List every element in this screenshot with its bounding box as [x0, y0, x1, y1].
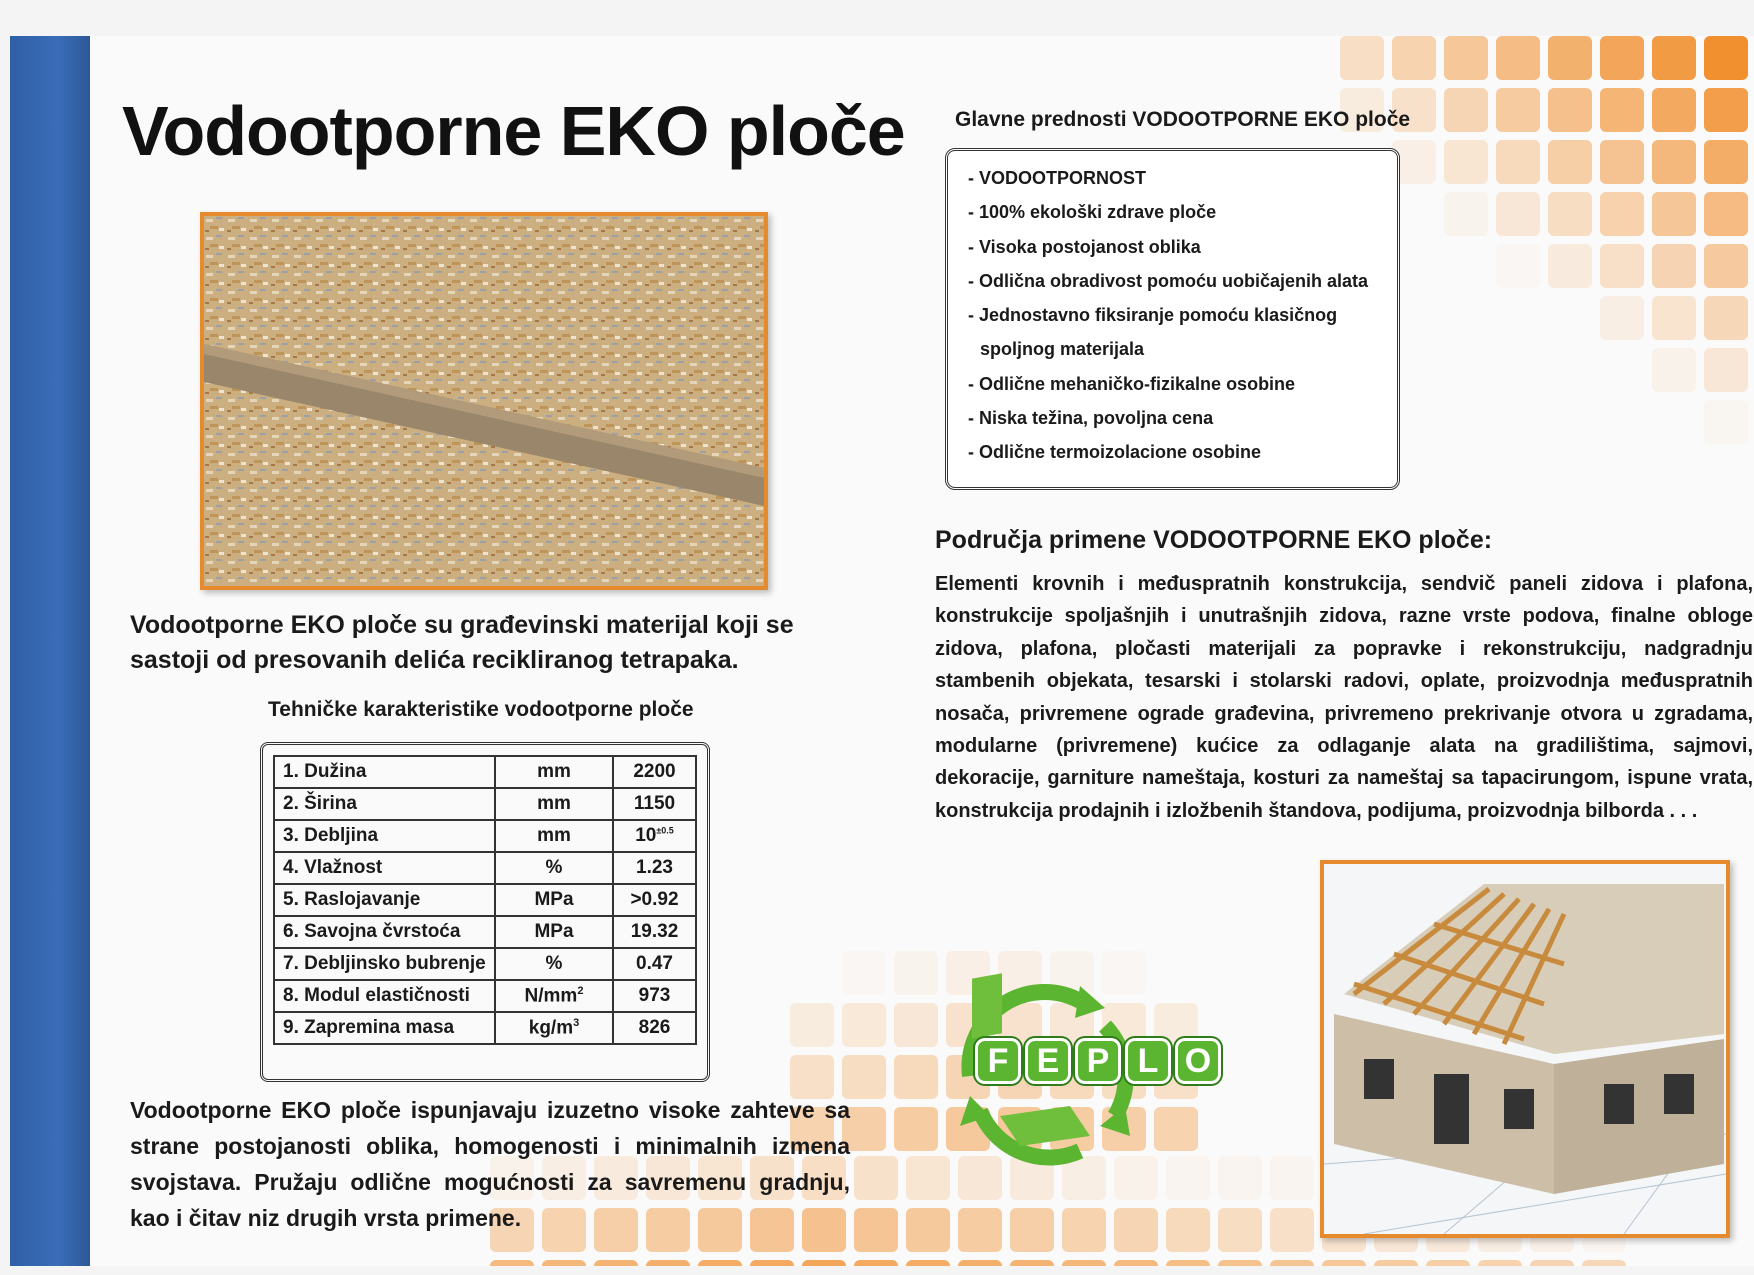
logo-letter: L: [1125, 1038, 1171, 1084]
logo-letter: O: [1175, 1038, 1221, 1084]
spec-value: 1.23: [613, 852, 696, 884]
applications-text: Elementi krovnih i međuspratnih konstrukcija, sendvič paneli zidova i plafona, konstrukcije spoljašnjih i unutrašnjih zidova, razne vrste podova, finalne obloge zidova, plafona, pločasti materijali za popravke i rekonstrukciju, nadgradnju stambenih objekata, tesarski i stolarski radovi, oplate, proizvodnja međuspratnih nosača, privremene ograde građevina, privremeno prekrivanje otvora u zgradama, modularne (privremene) kućice za odlaganje alata na gradilištima, sajmovi, dekoracije, garniture nameštaja, kosturi za nameštaj sa tapacirungom, ispune vrata, konstrukcija prodajnih i izložbenih štandova, podijuma, proizvodnja bilborda . . .: [935, 573, 1753, 822]
intro-text: Vodootporne EKO ploče su građevinski materijal koji se sastoji od presovanih delića recikliranog tetrapaka.: [130, 611, 794, 674]
spec-value: 2200: [613, 756, 696, 788]
advantage-item: - 100% ekološki zdrave ploče: [968, 202, 1217, 223]
specs-table: [273, 755, 697, 1045]
spec-name: 7. Debljinsko bubrenje: [274, 948, 495, 980]
advantage-item: - Odlične mehaničko-fizikalne osobine: [968, 373, 1296, 394]
spec-unit: $N/mm^2$: [495, 980, 613, 1012]
feplo-logo: [930, 966, 1275, 1166]
spec-value: 973: [613, 980, 696, 1012]
advantage-item: - Jednostavno fiksiranje pomoću klasičnog spoljnog materijala: [968, 305, 1338, 360]
spec-name: 5. Raslojavanje: [274, 884, 495, 916]
spec-unit: mm: [495, 788, 613, 820]
spec-value: $10^{\pm 0.5}$: [613, 820, 696, 852]
logo-letter: F: [975, 1038, 1021, 1084]
advantage-item: - Odlične termoizolacione osobine: [968, 442, 1262, 463]
spec-row: [274, 916, 696, 948]
spec-name: 6. Savojna čvrstoća: [274, 916, 495, 948]
advantage-item: - VODOOTPORNOST: [968, 168, 1147, 188]
spec-row: [274, 820, 696, 852]
advantage-item: - Odlična obradivost pomoću uobičajenih alata: [968, 270, 1369, 291]
spec-unit: $kg/m^3$: [495, 1012, 613, 1044]
spec-name: 3. Debljina: [274, 820, 495, 852]
logo-letter: E: [1025, 1038, 1071, 1084]
spec-unit: %: [495, 852, 613, 884]
blue-side-band: [10, 36, 90, 1266]
board-photo: [200, 212, 768, 590]
spec-unit: %: [495, 948, 613, 980]
applications-title: Područja primene VODOOTPORNE EKO ploče:: [935, 526, 1493, 554]
spec-unit: MPa: [495, 916, 613, 948]
spec-name: 9. Zapremina masa: [274, 1012, 495, 1044]
spec-unit: MPa: [495, 884, 613, 916]
advantages-box: [945, 148, 1400, 490]
spec-row: [274, 980, 696, 1012]
spec-row: [274, 948, 696, 980]
spec-unit: mm: [495, 756, 613, 788]
spec-row: [274, 788, 696, 820]
spec-unit: mm: [495, 820, 613, 852]
advantage-item: - Visoka postojanost oblika: [968, 236, 1201, 257]
spec-name: 1. Dužina: [274, 756, 495, 788]
spec-name: 4. Vlažnost: [274, 852, 495, 884]
spec-value: 0.47: [613, 948, 696, 980]
spec-value: >0.92: [613, 884, 696, 916]
house-photo: [1320, 860, 1730, 1238]
spec-row: [274, 884, 696, 916]
spec-row: [274, 756, 696, 788]
orange-tile-pattern-top: [1340, 36, 1748, 444]
specs-title: Tehničke karakteristike vodootporne ploče: [268, 698, 694, 721]
spec-row: [274, 1012, 696, 1044]
spec-value: 826: [613, 1012, 696, 1044]
advantages-list: [968, 161, 1377, 470]
spec-name: 8. Modul elastičnosti: [274, 980, 495, 1012]
specs-table-frame: [260, 742, 710, 1082]
logo-letter: P: [1075, 1038, 1121, 1084]
brochure-page: [10, 36, 1754, 1266]
advantages-title: Glavne prednosti VODOOTPORNE EKO ploče: [955, 108, 1411, 131]
spec-value: 19.32: [613, 916, 696, 948]
spec-row: [274, 852, 696, 884]
outro-text: Vodootporne EKO ploče ispunjavaju izuzetno visoke zahteve sa strane postojanosti oblika, homogenosti i minimalnih izmena svojstava. Pružaju odlične mogućnosti za savremenu gradnju, kao i čitav niz drugih vrsta primene.: [130, 1097, 850, 1231]
advantage-item: - Niska težina, povoljna cena: [968, 408, 1214, 429]
spec-name: 2. Širina: [274, 788, 495, 820]
spec-value: 1150: [613, 788, 696, 820]
page-title: Vodootporne EKO ploče: [122, 92, 905, 170]
